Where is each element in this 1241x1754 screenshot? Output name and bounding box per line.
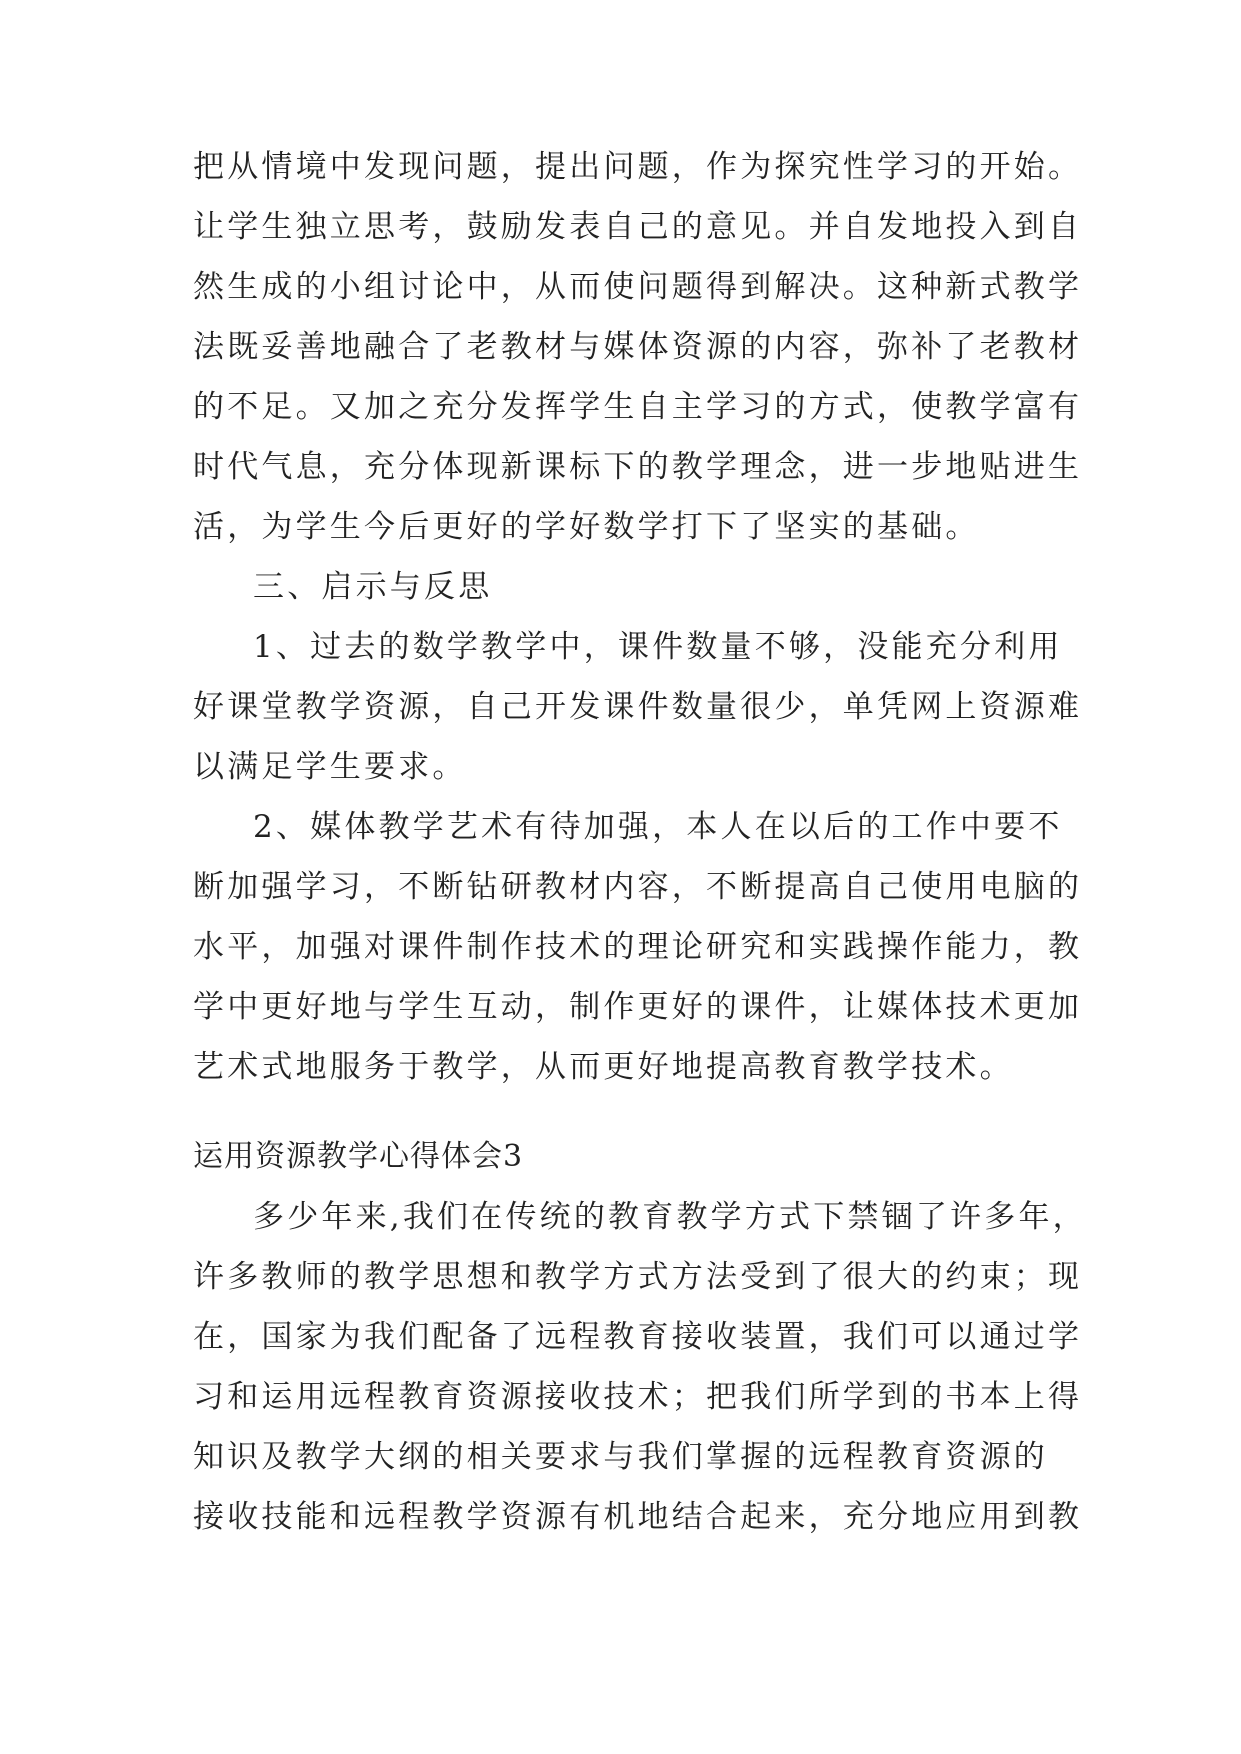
paragraph-line: 多少年来,我们在传统的教育教学方式下禁锢了许多年， xyxy=(253,1199,1087,1235)
paragraph-line: 知识及教学大纲的相关要求与我们掌握的远程教育资源的 xyxy=(193,1439,1048,1475)
paragraph-line: 接收技能和远程教学资源有机地结合起来，充分地应用到教 xyxy=(193,1499,1083,1535)
paragraph-line: 以满足学生要求。 xyxy=(193,749,467,785)
paragraph-line: 的不足。又加之充分发挥学生自主学习的方式，使教学富有 xyxy=(193,389,1083,425)
paragraph-line: 2、媒体教学艺术有待加强，本人在以后的工作中要不 xyxy=(253,809,1063,845)
paragraph-line: 时代气息，充分体现新课标下的教学理念，进一步地贴进生 xyxy=(193,449,1083,485)
paragraph-line: 把从情境中发现问题，提出问题，作为探究性学习的开始。 xyxy=(193,149,1083,185)
paragraph-line: 在，国家为我们配备了远程教育接收装置，我们可以通过学 xyxy=(193,1319,1083,1355)
paragraph-line: 然生成的小组讨论中，从而使问题得到解决。这种新式教学 xyxy=(193,269,1083,305)
paragraph-line: 活，为学生今后更好的学好数学打下了坚实的基础。 xyxy=(193,509,980,545)
section-heading: 三、启示与反思 xyxy=(253,569,493,605)
paragraph-line: 让学生独立思考，鼓励发表自己的意见。并自发地投入到自 xyxy=(193,209,1083,245)
paragraph-line: 法既妥善地融合了老教材与媒体资源的内容，弥补了老教材 xyxy=(193,329,1083,365)
paragraph-line: 水平，加强对课件制作技术的理论研究和实践操作能力，教 xyxy=(193,929,1083,965)
paragraph-line: 许多教师的教学思想和教学方式方法受到了很大的约束；现 xyxy=(193,1259,1083,1295)
document-heading: 运用资源教学心得体会3 xyxy=(193,1139,524,1174)
paragraph-line: 断加强学习，不断钻研教材内容，不断提高自己使用电脑的 xyxy=(193,869,1083,905)
paragraph-line: 好课堂教学资源，自己开发课件数量很少，单凭网上资源难 xyxy=(193,689,1083,725)
paragraph-line: 1、过去的数学教学中，课件数量不够，没能充分利用 xyxy=(253,629,1063,665)
paragraph-line: 习和运用远程教育资源接收技术；把我们所学到的书本上得 xyxy=(193,1379,1083,1415)
paragraph-line: 学中更好地与学生互动，制作更好的课件，让媒体技术更加 xyxy=(193,989,1083,1025)
paragraph-line: 艺术式地服务于教学，从而更好地提高教育教学技术。 xyxy=(193,1049,1014,1085)
